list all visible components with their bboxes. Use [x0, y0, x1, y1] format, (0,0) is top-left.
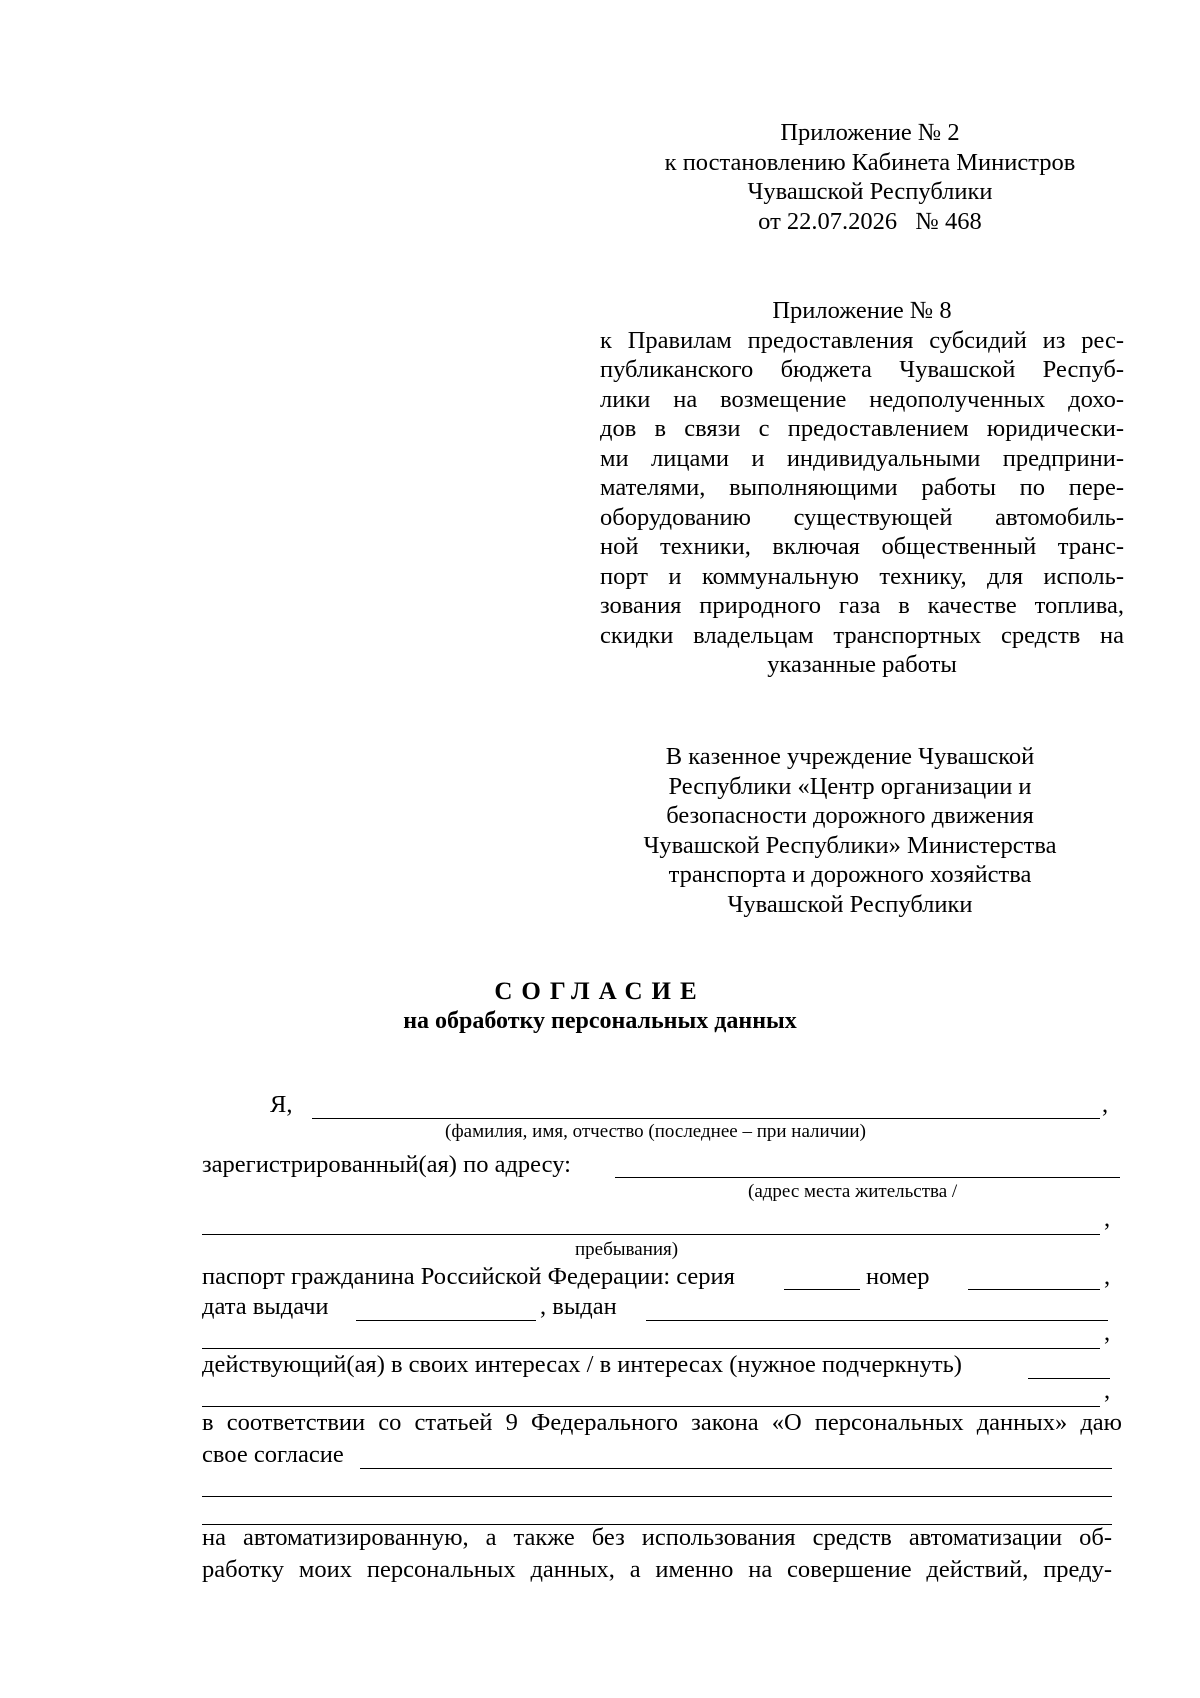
fio-input-line[interactable]	[312, 1118, 1100, 1119]
passport-number-label: номер	[866, 1263, 930, 1290]
final-line-2: работку моих персональных данных, а именно на совершение действий, преду-	[202, 1556, 1112, 1583]
ya-label: Я,	[270, 1091, 293, 1118]
fio-hint: (фамилия, имя, отчество (последнее – при наличии)	[445, 1121, 866, 1142]
addressee-line: Чувашской Республики	[727, 890, 973, 918]
addressee-line: транспорта и дорожного хозяйства	[668, 861, 1032, 888]
address-input-line[interactable]	[615, 1177, 1120, 1178]
issued-by-comma: ,	[1104, 1319, 1111, 1346]
approval-block-1	[630, 118, 1110, 236]
approval-2-line: дов в связи с предоставлением юридически-	[600, 415, 1124, 442]
final-line-1: на автоматизированную, а также без использования средств автоматизации об-	[202, 1524, 1112, 1551]
approval-2-heading: Приложение № 8	[772, 297, 952, 324]
consent-input-line[interactable]	[360, 1468, 1112, 1469]
approval-2-line: публиканского бюджета Чувашской Респуб-	[600, 356, 1124, 383]
addressee-line: Республики «Центр организации и	[668, 772, 1032, 800]
document-subtitle: на обработку персональных данных	[403, 1008, 797, 1034]
issued-by-label: , выдан	[540, 1293, 617, 1320]
approval-2-line: порт и коммунальную технику, для исполь-	[600, 562, 1124, 590]
final-paragraph	[202, 1522, 1112, 1586]
consent-input-line-2[interactable]	[202, 1496, 1112, 1497]
approval-2-line: ной техники, включая общественный транс-	[600, 533, 1124, 560]
acting-comma: ,	[1104, 1377, 1111, 1404]
acting-label: действующий(ая) в своих интересах / в интересах (нужное подчеркнуть)	[202, 1351, 962, 1378]
address-hint-1: (адрес места жительства /	[748, 1181, 958, 1202]
addressee-line: Чувашской Республики» Министерства	[643, 831, 1057, 859]
approval-1-line: от 22.07.2026 № 468	[758, 207, 982, 235]
approval-2-line: лики на возмещение недополученных дохо-	[600, 385, 1124, 413]
addressee-line: В казенное учреждение Чувашской	[665, 743, 1035, 770]
address-input-line-2[interactable]	[202, 1234, 1100, 1235]
address-hint-2: пребывания)	[575, 1239, 679, 1260]
address-comma: ,	[1104, 1205, 1111, 1232]
addressee-block	[600, 742, 1100, 919]
approval-2-last-line: указанные работы	[767, 651, 957, 678]
approval-2-line: зования природного газа в качестве топлива,	[600, 592, 1124, 619]
approval-1-line: Приложение № 2	[780, 119, 960, 146]
consent-line-1: в соответствии со статьей 9 Федерального закона «О персональных данных» даю	[202, 1409, 1122, 1436]
issued-by-input-line-2[interactable]	[202, 1348, 1100, 1349]
issued-by-input-line[interactable]	[646, 1320, 1108, 1321]
passport-comma: ,	[1104, 1263, 1111, 1290]
approval-2-line: мателями, выполняющими работы по пере-	[600, 474, 1124, 501]
approval-1-line: к постановлению Кабинета Министров	[664, 148, 1076, 176]
issue-date-label: дата выдачи	[202, 1293, 329, 1320]
passport-series-input-line[interactable]	[784, 1289, 860, 1290]
acting-input-line[interactable]	[1028, 1378, 1110, 1379]
approval-2-line: скидки владельцам транспортных средств на	[600, 621, 1124, 649]
registered-label: зарегистрированный(ая) по адресу:	[202, 1151, 571, 1178]
consent-label: свое согласие	[202, 1441, 344, 1468]
passport-number-input-line[interactable]	[968, 1289, 1100, 1290]
approval-2-line: оборудованию существующей автомобиль-	[600, 503, 1124, 531]
acting-input-line-2[interactable]	[202, 1406, 1100, 1407]
approval-2-line: к Правилам предоставления субсидий из рес-	[600, 326, 1124, 354]
fio-comma: ,	[1102, 1091, 1109, 1118]
approval-2-line: ми лицами и индивидуальными предприни-	[600, 444, 1124, 472]
approval-1-line: Чувашской Республики	[747, 178, 993, 205]
document-title: СОГЛАСИЕ	[494, 978, 706, 1005]
addressee-line: безопасности дорожного движения	[666, 802, 1034, 829]
approval-block-2	[600, 296, 1124, 680]
passport-label: паспорт гражданина Российской Федерации: серия	[202, 1263, 735, 1290]
issue-date-input-line[interactable]	[356, 1320, 536, 1321]
